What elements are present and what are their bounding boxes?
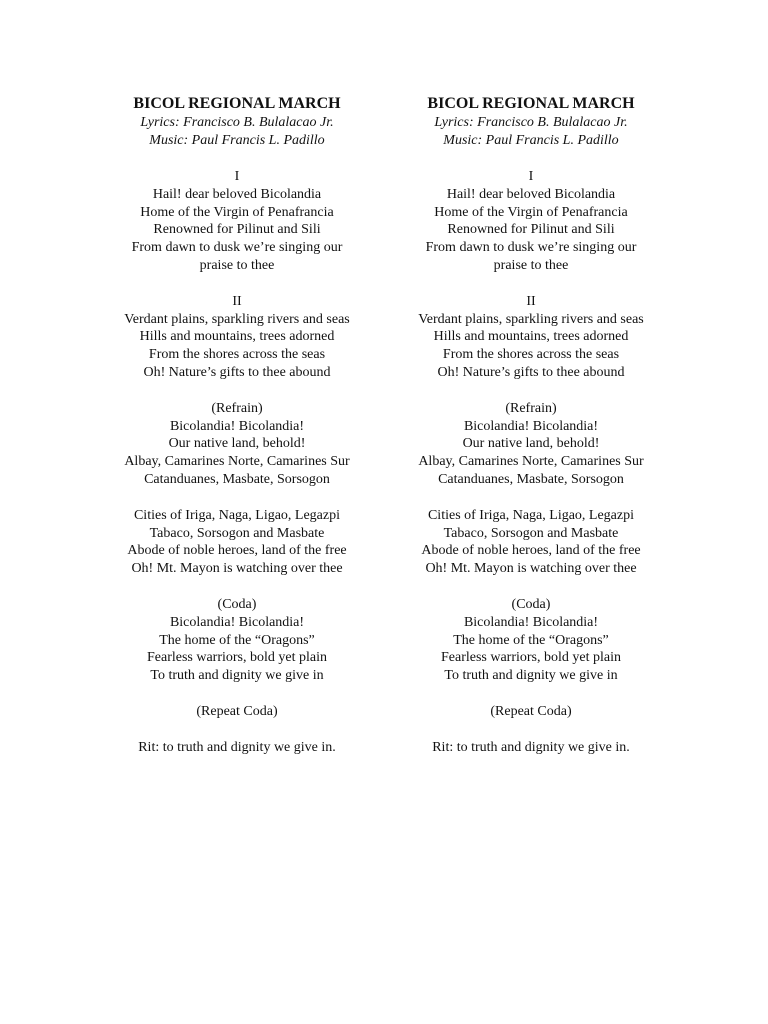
verse-block bbox=[87, 739, 387, 757]
lyric-line: Hills and mountains, trees adorned bbox=[139, 329, 335, 345]
verse-block bbox=[87, 507, 387, 578]
lyric-line: Abode of noble heroes, land of the free bbox=[127, 543, 347, 559]
lyric-line: Renowned for Pilinut and Sili bbox=[447, 222, 615, 238]
lyric-line: Hail! dear beloved Bicolandia bbox=[446, 186, 616, 202]
lyric-line: From dawn to dusk we’re singing our bbox=[425, 240, 637, 256]
lyrics-credit: Lyrics: Francisco B. Bulalacao Jr. bbox=[140, 115, 334, 130]
lyric-line: (Repeat Coda) bbox=[196, 703, 278, 719]
lyric-line: To truth and dignity we give in bbox=[150, 668, 324, 684]
lyric-line: Abode of noble heroes, land of the free bbox=[421, 543, 641, 559]
song-title: BICOL REGIONAL MARCH bbox=[427, 95, 635, 112]
lyric-line: Home of the Virgin of Penafrancia bbox=[434, 204, 628, 220]
lyric-line: Rit: to truth and dignity we give in. bbox=[138, 739, 336, 755]
song-title: BICOL REGIONAL MARCH bbox=[133, 95, 341, 112]
lyric-line: I bbox=[234, 169, 240, 184]
lyric-line: Oh! Mt. Mayon is watching over thee bbox=[425, 561, 637, 577]
lyric-line: Verdant plains, sparkling rivers and seas bbox=[418, 311, 644, 327]
lyric-line: (Refrain) bbox=[505, 400, 557, 416]
verse-block bbox=[87, 596, 387, 685]
verse-block bbox=[381, 596, 681, 685]
lyric-line: II bbox=[232, 293, 242, 309]
lyric-line: Our native land, behold! bbox=[462, 436, 600, 452]
lyric-line: Fearless warriors, bold yet plain bbox=[440, 650, 621, 666]
lyric-line: Oh! Mt. Mayon is watching over thee bbox=[131, 561, 343, 577]
lyric-line: Rit: to truth and dignity we give in. bbox=[432, 739, 630, 755]
lyrics-column-left bbox=[87, 93, 387, 775]
lyric-line: To truth and dignity we give in bbox=[444, 668, 618, 684]
lyric-line: Bicolandia! Bicolandia! bbox=[463, 614, 599, 630]
lyrics-credit: Lyrics: Francisco B. Bulalacao Jr. bbox=[434, 115, 628, 130]
verse-block bbox=[87, 293, 387, 382]
lyric-line: Home of the Virgin of Penafrancia bbox=[140, 204, 334, 220]
lyric-line: Hail! dear beloved Bicolandia bbox=[152, 186, 322, 202]
lyric-line: Tabaco, Sorsogon and Masbate bbox=[149, 525, 325, 541]
lyric-line: (Coda) bbox=[217, 596, 257, 612]
lyric-line: Our native land, behold! bbox=[168, 436, 306, 452]
lyric-line: I bbox=[528, 169, 534, 184]
lyric-line: From the shores across the seas bbox=[148, 347, 326, 363]
lyric-line: Oh! Nature’s gifts to thee abound bbox=[143, 364, 331, 380]
verse-list bbox=[87, 168, 387, 757]
lyric-line: Bicolandia! Bicolandia! bbox=[463, 418, 599, 434]
music-credit: Music: Paul Francis L. Padillo bbox=[149, 133, 325, 148]
lyric-line: Albay, Camarines Norte, Camarines Sur bbox=[418, 454, 644, 470]
lyric-line: Tabaco, Sorsogon and Masbate bbox=[443, 525, 619, 541]
lyric-line: (Repeat Coda) bbox=[490, 703, 572, 719]
verse-block bbox=[381, 400, 681, 489]
lyric-line: The home of the “Oragons” bbox=[159, 632, 315, 648]
lyric-line: From the shores across the seas bbox=[442, 347, 620, 363]
lyric-line: Renowned for Pilinut and Sili bbox=[153, 222, 321, 238]
verse-block bbox=[87, 400, 387, 489]
lyric-line: (Refrain) bbox=[211, 400, 263, 416]
lyric-line: Cities of Iriga, Naga, Ligao, Legazpi bbox=[133, 507, 341, 523]
music-credit: Music: Paul Francis L. Padillo bbox=[443, 133, 619, 148]
lyric-line: Fearless warriors, bold yet plain bbox=[146, 650, 327, 666]
lyric-line: Catanduanes, Masbate, Sorsogon bbox=[144, 471, 330, 487]
lyric-line: Albay, Camarines Norte, Camarines Sur bbox=[124, 454, 350, 470]
verse-block bbox=[381, 739, 681, 757]
verse-block bbox=[381, 703, 681, 721]
lyric-line: praise to thee bbox=[493, 257, 569, 273]
lyric-line: II bbox=[526, 293, 536, 309]
lyric-line: Oh! Nature’s gifts to thee abound bbox=[437, 364, 625, 380]
lyric-line: From dawn to dusk we’re singing our bbox=[131, 240, 343, 256]
verse-block bbox=[381, 168, 681, 275]
verse-list bbox=[381, 168, 681, 757]
lyric-line: Cities of Iriga, Naga, Ligao, Legazpi bbox=[427, 507, 635, 523]
lyric-line: (Coda) bbox=[511, 596, 551, 612]
verse-block bbox=[87, 168, 387, 275]
verse-block bbox=[381, 293, 681, 382]
lyric-line: Bicolandia! Bicolandia! bbox=[169, 614, 305, 630]
lyric-line: Bicolandia! Bicolandia! bbox=[169, 418, 305, 434]
verse-block bbox=[87, 703, 387, 721]
verse-block bbox=[381, 507, 681, 578]
lyrics-column-right bbox=[381, 93, 681, 775]
lyric-line: praise to thee bbox=[199, 257, 275, 273]
lyric-line: Verdant plains, sparkling rivers and seas bbox=[124, 311, 350, 327]
lyric-line: Catanduanes, Masbate, Sorsogon bbox=[438, 471, 624, 487]
lyric-line: Hills and mountains, trees adorned bbox=[433, 329, 629, 345]
lyric-line: The home of the “Oragons” bbox=[453, 632, 609, 648]
